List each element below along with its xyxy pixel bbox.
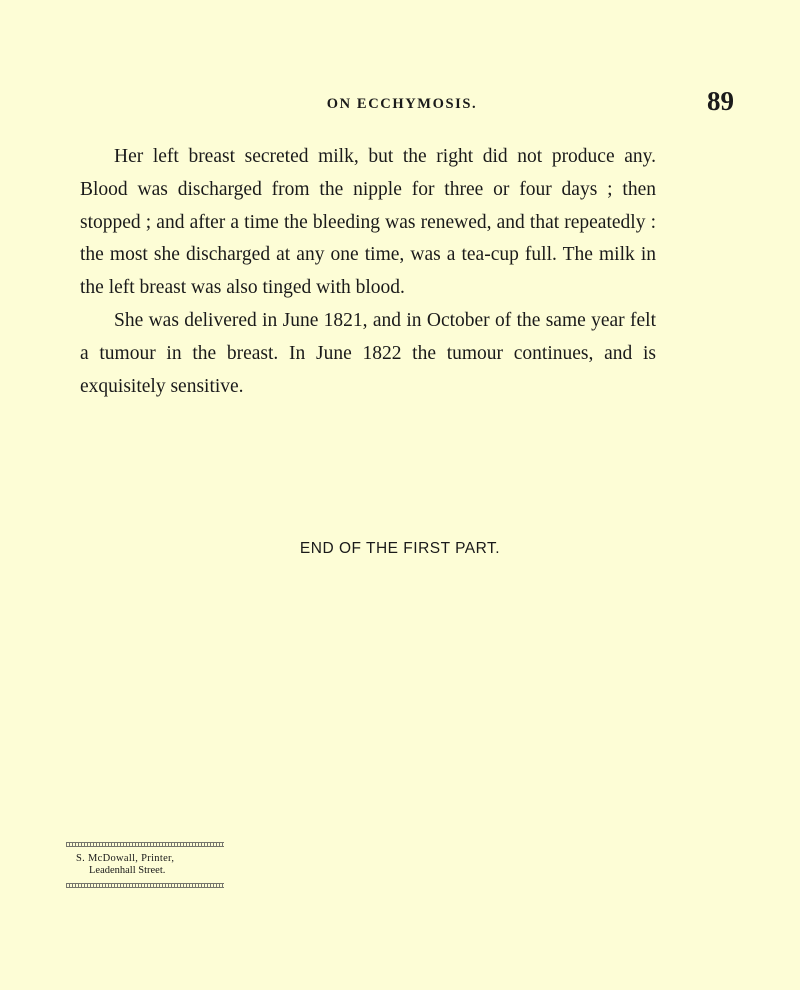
running-title: ON ECCHYMOSIS. [326,96,478,112]
printer-address: Leadenhall Street. [89,865,166,876]
paragraph: Her left breast secreted milk, but the right did not produce any. Blood was discharged from the nipple for three or four days ; then stopped ; and after a time the bleeding was renewed, and that repeatedly : the most she discharged at any one time, was a tea-cup full. The milk in the left breast was also tinged with blood. [80,146,656,299]
ornamental-rule [66,842,224,847]
page-number: 89 [707,86,734,116]
end-of-part-note: END OF THE FIRST PART. [299,540,501,557]
paragraph: She was delivered in June 1821, and in October of the same year felt a tumour in the breast. In June 1822 the tumour continues, and is exquisitely sensitive. [80,309,656,397]
printer-name: S. McDowall, Printer, [76,853,175,864]
body-text [80,141,656,403]
printer-imprint [66,842,224,888]
running-head [70,86,734,120]
ornamental-rule [66,883,224,888]
